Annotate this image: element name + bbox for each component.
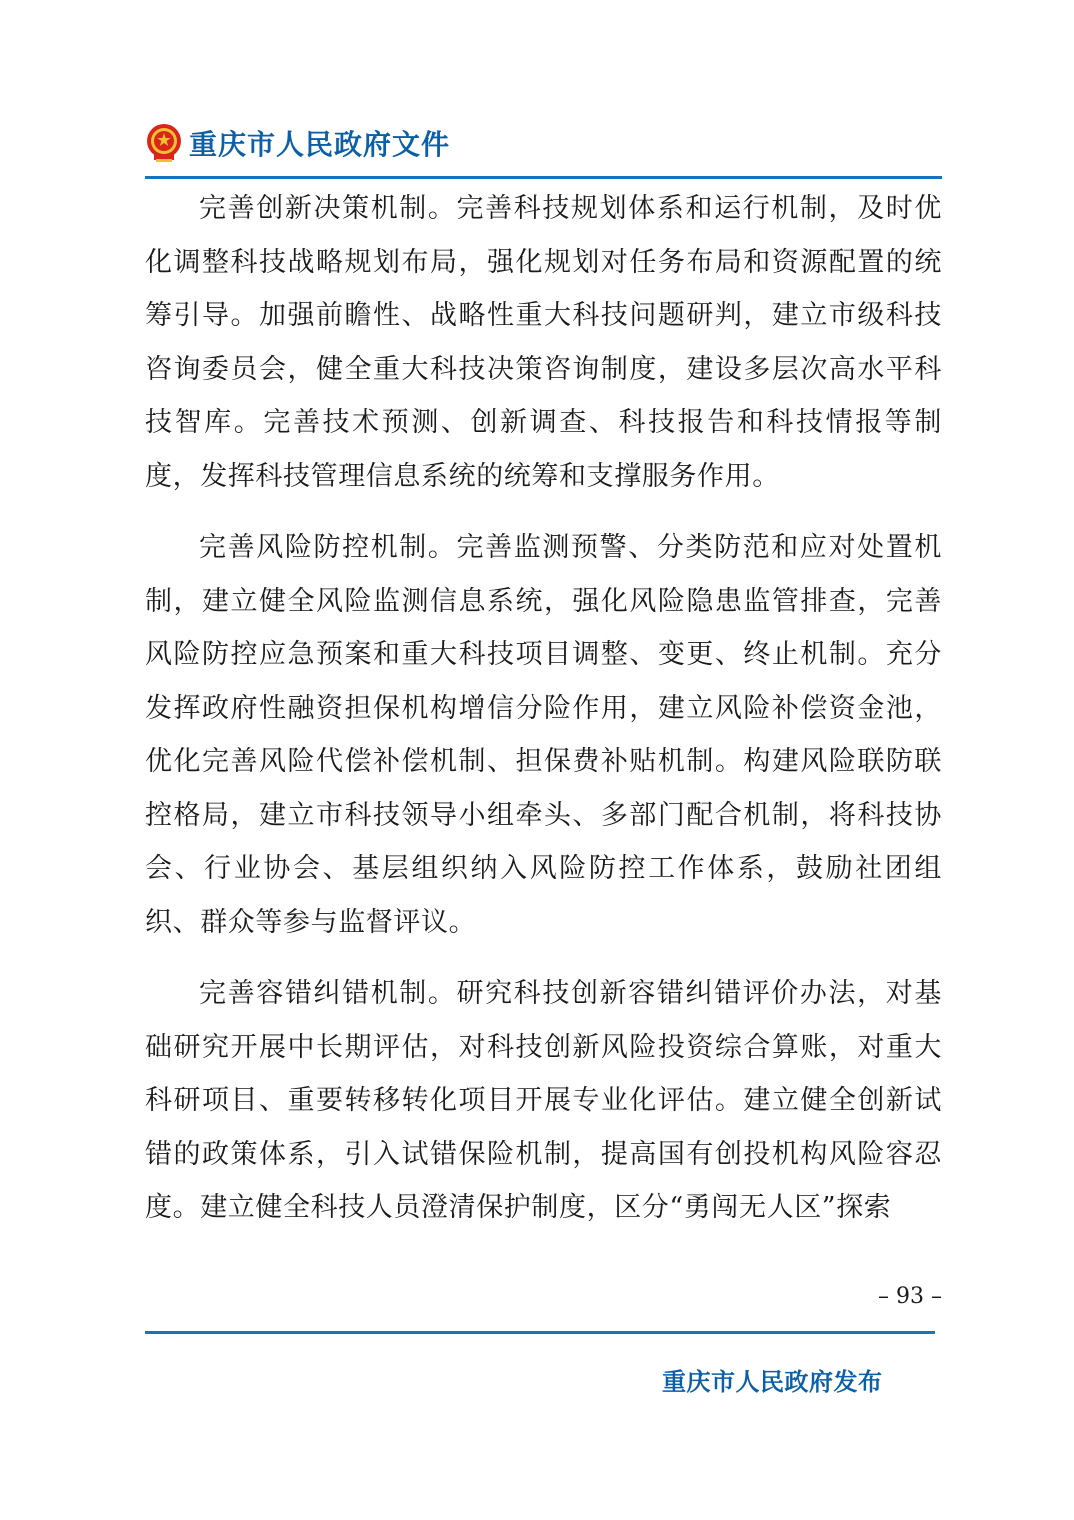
page-number: – 93 – bbox=[878, 1284, 942, 1309]
document-body bbox=[145, 182, 942, 1235]
header-divider bbox=[145, 176, 942, 179]
footer-divider bbox=[145, 1331, 935, 1334]
paragraph: 完善创新决策机制。完善科技规划体系和运行机制，及时优化调整科技战略规划布局，强化规划对任务布局和资源配置的统筹引导。加强前瞻性、战略性重大科技问题研判，建立市级科技咨询委员会，健全重大科技决策咨询制度，建设多层次高水平科技智库。完善技术预测、创新调查、科技报告和科技情报等制度，发挥科技管理信息系统的统筹和支撑服务作用。 bbox=[145, 193, 942, 492]
paragraph: 完善容错纠错机制。研究科技创新容错纠错评价办法，对基础研究开展中长期评估，对科技创新风险投资综合算账，对重大科研项目、重要转移转化项目开展专业化评估。建立健全创新试错的政策体系，引入试错保险机制，提高国有创投机构风险容忍度。建立健全科技人员澄清保护制度，区分“勇闯无人区”探索 bbox=[145, 978, 942, 1223]
national-emblem-icon bbox=[145, 122, 183, 164]
paragraph: 完善风险防控机制。完善监测预警、分类防范和应对处置机制，建立健全风险监测信息系统，强化风险隐患监管排查，完善风险防控应急预案和重大科技项目调整、变更、终止机制。充分发挥政府性融资担保机构增信分险作用，建立风险补偿资金池，优化完善风险代偿补偿机制、担保费补贴机制。构建风险联防联控格局，建立市科技领导小组牵头、多部门配合机制，将科技协会、行业协会、基层组织纳入风险防控工作体系，鼓励社团组织、群众等参与监督评议。 bbox=[145, 532, 942, 938]
header-title: 重庆市人民政府文件 bbox=[189, 128, 451, 161]
document-header bbox=[145, 118, 450, 168]
footer-publisher: 重庆市人民政府发布 bbox=[662, 1368, 883, 1396]
